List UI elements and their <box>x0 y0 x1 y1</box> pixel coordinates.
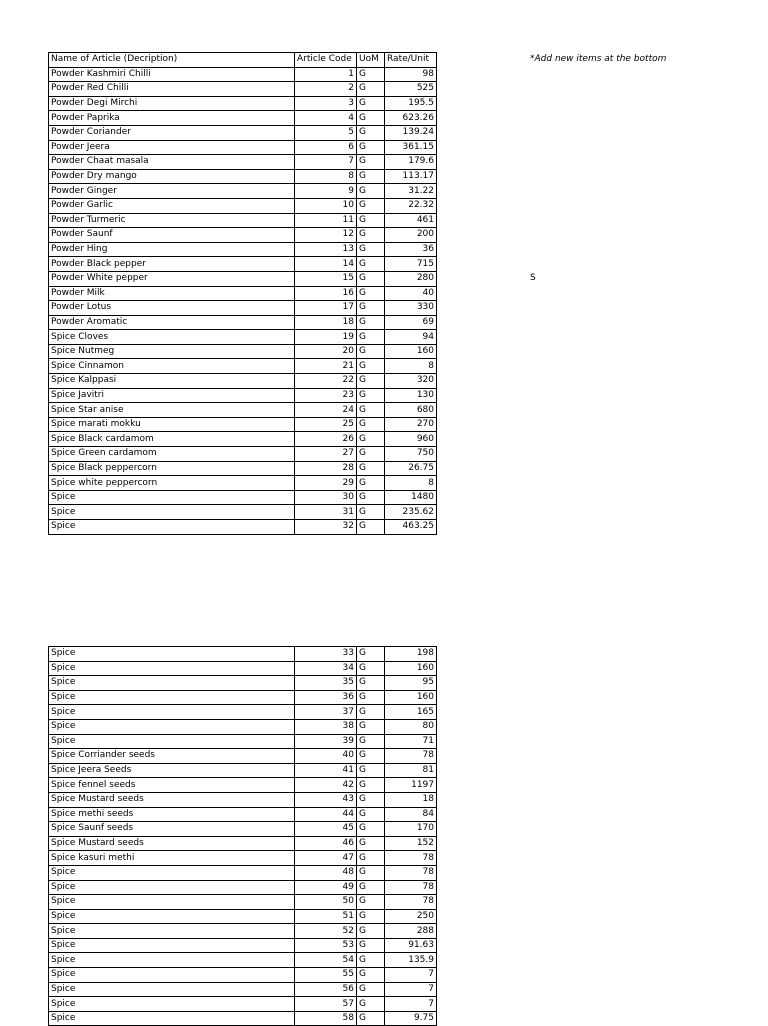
table-row <box>49 155 437 170</box>
table-row <box>49 909 437 924</box>
uom-cell: G <box>357 169 385 184</box>
uom-cell: G <box>357 807 385 822</box>
table-row <box>49 432 437 447</box>
rate-cell: 195.5 <box>385 96 437 111</box>
article-code-cell: 5 <box>295 125 357 140</box>
article-name-cell: Spice <box>49 938 295 953</box>
uom-cell: G <box>357 763 385 778</box>
article-code-cell: 12 <box>295 228 357 243</box>
add-items-note: *Add new items at the bottom <box>530 54 667 64</box>
article-code-cell: 47 <box>295 851 357 866</box>
table-row <box>49 374 437 389</box>
article-name-cell: Spice Cloves <box>49 330 295 345</box>
article-code-cell: 39 <box>295 734 357 749</box>
article-name-cell: Powder Hing <box>49 242 295 257</box>
uom-cell: G <box>357 953 385 968</box>
uom-cell: G <box>357 271 385 286</box>
header-row <box>49 53 437 68</box>
uom-cell: G <box>357 359 385 374</box>
article-code-cell: 51 <box>295 909 357 924</box>
header-code: Article Code <box>295 53 357 68</box>
article-name-cell: Spice white peppercorn <box>49 476 295 491</box>
uom-cell: G <box>357 836 385 851</box>
rate-cell: 31.22 <box>385 184 437 199</box>
rate-cell: 960 <box>385 432 437 447</box>
uom-cell: G <box>357 924 385 939</box>
table-row <box>49 315 437 330</box>
article-name-cell: Powder Kashmiri Chilli <box>49 67 295 82</box>
table-row <box>49 953 437 968</box>
uom-cell: G <box>357 895 385 910</box>
uom-cell: G <box>357 257 385 272</box>
article-name-cell: Powder Ginger <box>49 184 295 199</box>
article-code-cell: 33 <box>295 647 357 662</box>
rate-cell: 8 <box>385 476 437 491</box>
rate-cell: 623.26 <box>385 111 437 126</box>
rate-cell: 715 <box>385 257 437 272</box>
article-name-cell: Powder Saunf <box>49 228 295 243</box>
uom-cell: G <box>357 344 385 359</box>
rate-cell: 463.25 <box>385 520 437 535</box>
table-row <box>49 461 437 476</box>
uom-cell: G <box>357 997 385 1012</box>
table-row <box>49 807 437 822</box>
uom-cell: G <box>357 417 385 432</box>
uom-cell: G <box>357 155 385 170</box>
table-row <box>49 359 437 374</box>
table-row <box>49 257 437 272</box>
uom-cell: G <box>357 286 385 301</box>
rate-cell: 94 <box>385 330 437 345</box>
rate-cell: 160 <box>385 690 437 705</box>
article-name-cell: Spice <box>49 953 295 968</box>
article-code-cell: 18 <box>295 315 357 330</box>
rate-cell: 8 <box>385 359 437 374</box>
article-name-cell: Spice <box>49 490 295 505</box>
article-code-cell: 35 <box>295 676 357 691</box>
uom-cell: G <box>357 315 385 330</box>
table-row <box>49 763 437 778</box>
table-row <box>49 982 437 997</box>
uom-cell: G <box>357 822 385 837</box>
uom-cell: G <box>357 184 385 199</box>
table-row <box>49 140 437 155</box>
rate-cell: 361.15 <box>385 140 437 155</box>
rate-cell: 139.24 <box>385 125 437 140</box>
article-name-cell: Spice <box>49 520 295 535</box>
table-row <box>49 301 437 316</box>
rate-cell: 98 <box>385 67 437 82</box>
rate-cell: 680 <box>385 403 437 418</box>
uom-cell: G <box>357 96 385 111</box>
uom-cell: G <box>357 909 385 924</box>
article-code-cell: 42 <box>295 778 357 793</box>
uom-cell: G <box>357 374 385 389</box>
uom-cell: G <box>357 880 385 895</box>
article-code-cell: 56 <box>295 982 357 997</box>
article-name-cell: Powder Red Chilli <box>49 82 295 97</box>
article-code-cell: 34 <box>295 661 357 676</box>
rate-cell: 81 <box>385 763 437 778</box>
article-code-cell: 38 <box>295 719 357 734</box>
table-row <box>49 388 437 403</box>
table-row <box>49 647 437 662</box>
rate-cell: 165 <box>385 705 437 720</box>
stray-cell-text: S <box>530 273 536 283</box>
table-row <box>49 880 437 895</box>
table-row <box>49 125 437 140</box>
rate-cell: 170 <box>385 822 437 837</box>
article-code-cell: 21 <box>295 359 357 374</box>
uom-cell: G <box>357 778 385 793</box>
article-name-cell: Powder Aromatic <box>49 315 295 330</box>
table-row <box>49 213 437 228</box>
article-name-cell: Spice <box>49 880 295 895</box>
article-code-cell: 11 <box>295 213 357 228</box>
uom-cell: G <box>357 851 385 866</box>
article-name-cell: Spice <box>49 705 295 720</box>
article-code-cell: 25 <box>295 417 357 432</box>
article-code-cell: 45 <box>295 822 357 837</box>
rate-cell: 84 <box>385 807 437 822</box>
article-name-cell: Powder Jeera <box>49 140 295 155</box>
rate-cell: 78 <box>385 851 437 866</box>
article-code-cell: 29 <box>295 476 357 491</box>
rate-cell: 7 <box>385 968 437 983</box>
uom-cell: G <box>357 705 385 720</box>
uom-cell: G <box>357 647 385 662</box>
table-row <box>49 778 437 793</box>
article-name-cell: Powder Milk <box>49 286 295 301</box>
uom-cell: G <box>357 690 385 705</box>
article-code-cell: 52 <box>295 924 357 939</box>
article-table-1 <box>48 52 437 535</box>
uom-cell: G <box>357 301 385 316</box>
article-name-cell: Spice <box>49 997 295 1012</box>
article-code-cell: 50 <box>295 895 357 910</box>
article-code-cell: 4 <box>295 111 357 126</box>
table-row <box>49 417 437 432</box>
header-uom: UoM <box>357 53 385 68</box>
article-name-cell: Powder Dry mango <box>49 169 295 184</box>
rate-cell: 461 <box>385 213 437 228</box>
table-row <box>49 719 437 734</box>
rate-cell: 71 <box>385 734 437 749</box>
article-code-cell: 10 <box>295 198 357 213</box>
article-table-2 <box>48 646 437 1026</box>
article-name-cell: Powder Degi Mirchi <box>49 96 295 111</box>
article-name-cell: Spice <box>49 909 295 924</box>
table-row <box>49 184 437 199</box>
article-name-cell: Spice Nutmeg <box>49 344 295 359</box>
uom-cell: G <box>357 676 385 691</box>
uom-cell: G <box>357 490 385 505</box>
article-code-cell: 43 <box>295 792 357 807</box>
uom-cell: G <box>357 228 385 243</box>
article-code-cell: 19 <box>295 330 357 345</box>
article-code-cell: 36 <box>295 690 357 705</box>
rate-cell: 160 <box>385 661 437 676</box>
rate-cell: 36 <box>385 242 437 257</box>
header-name: Name of Article (Decription) <box>49 53 295 68</box>
table-row <box>49 505 437 520</box>
uom-cell: G <box>357 432 385 447</box>
article-code-cell: 31 <box>295 505 357 520</box>
rate-cell: 179.6 <box>385 155 437 170</box>
table-row <box>49 96 437 111</box>
article-name-cell: Spice Jeera Seeds <box>49 763 295 778</box>
article-name-cell: Spice Mustard seeds <box>49 792 295 807</box>
rate-cell: 78 <box>385 895 437 910</box>
article-code-cell: 46 <box>295 836 357 851</box>
rate-cell: 198 <box>385 647 437 662</box>
uom-cell: G <box>357 968 385 983</box>
table-row <box>49 734 437 749</box>
rate-cell: 280 <box>385 271 437 286</box>
article-name-cell: Spice Javitri <box>49 388 295 403</box>
rate-cell: 18 <box>385 792 437 807</box>
table-row <box>49 938 437 953</box>
article-code-cell: 55 <box>295 968 357 983</box>
rate-cell: 525 <box>385 82 437 97</box>
rate-cell: 330 <box>385 301 437 316</box>
article-name-cell: Spice <box>49 865 295 880</box>
article-code-cell: 17 <box>295 301 357 316</box>
rate-cell: 1480 <box>385 490 437 505</box>
article-name-cell: Spice <box>49 647 295 662</box>
article-name-cell: Spice <box>49 719 295 734</box>
article-name-cell: Powder Chaat masala <box>49 155 295 170</box>
table-row <box>49 968 437 983</box>
article-name-cell: Spice <box>49 676 295 691</box>
article-code-cell: 1 <box>295 67 357 82</box>
article-code-cell: 27 <box>295 447 357 462</box>
uom-cell: G <box>357 67 385 82</box>
rate-cell: 80 <box>385 719 437 734</box>
table-row <box>49 330 437 345</box>
rate-cell: 235.62 <box>385 505 437 520</box>
article-name-cell: Powder Black pepper <box>49 257 295 272</box>
uom-cell: G <box>357 447 385 462</box>
table-row <box>49 520 437 535</box>
article-name-cell: Spice Black cardamom <box>49 432 295 447</box>
article-name-cell: Spice Black peppercorn <box>49 461 295 476</box>
rate-cell: 69 <box>385 315 437 330</box>
article-code-cell: 16 <box>295 286 357 301</box>
rate-cell: 7 <box>385 997 437 1012</box>
article-name-cell: Spice Corriander seeds <box>49 749 295 764</box>
uom-cell: G <box>357 140 385 155</box>
rate-cell: 270 <box>385 417 437 432</box>
article-code-cell: 40 <box>295 749 357 764</box>
rate-cell: 130 <box>385 388 437 403</box>
article-name-cell: Powder Garlic <box>49 198 295 213</box>
header-rate: Rate/Unit <box>385 53 437 68</box>
table-row <box>49 490 437 505</box>
article-code-cell: 8 <box>295 169 357 184</box>
article-name-cell: Spice <box>49 1011 295 1026</box>
table-row <box>49 705 437 720</box>
rate-cell: 26.75 <box>385 461 437 476</box>
uom-cell: G <box>357 734 385 749</box>
rate-cell: 200 <box>385 228 437 243</box>
uom-cell: G <box>357 749 385 764</box>
article-code-cell: 37 <box>295 705 357 720</box>
table-row <box>49 997 437 1012</box>
article-name-cell: Spice kasuri methi <box>49 851 295 866</box>
article-name-cell: Spice <box>49 734 295 749</box>
uom-cell: G <box>357 792 385 807</box>
article-code-cell: 48 <box>295 865 357 880</box>
uom-cell: G <box>357 388 385 403</box>
uom-cell: G <box>357 520 385 535</box>
article-code-cell: 30 <box>295 490 357 505</box>
article-code-cell: 23 <box>295 388 357 403</box>
article-code-cell: 20 <box>295 344 357 359</box>
uom-cell: G <box>357 661 385 676</box>
article-code-cell: 14 <box>295 257 357 272</box>
uom-cell: G <box>357 476 385 491</box>
article-name-cell: Spice Saunf seeds <box>49 822 295 837</box>
article-name-cell: Spice <box>49 690 295 705</box>
table-row <box>49 198 437 213</box>
uom-cell: G <box>357 403 385 418</box>
table-row <box>49 792 437 807</box>
article-name-cell: Spice <box>49 968 295 983</box>
uom-cell: G <box>357 938 385 953</box>
rate-cell: 7 <box>385 982 437 997</box>
table-row <box>49 403 437 418</box>
table-row <box>49 67 437 82</box>
table-row <box>49 836 437 851</box>
uom-cell: G <box>357 1011 385 1026</box>
table-row <box>49 82 437 97</box>
rate-cell: 113.17 <box>385 169 437 184</box>
article-code-cell: 9 <box>295 184 357 199</box>
table-row <box>49 895 437 910</box>
article-code-cell: 13 <box>295 242 357 257</box>
uom-cell: G <box>357 505 385 520</box>
table-row <box>49 242 437 257</box>
rate-cell: 40 <box>385 286 437 301</box>
rate-cell: 9.75 <box>385 1011 437 1026</box>
uom-cell: G <box>357 865 385 880</box>
article-code-cell: 26 <box>295 432 357 447</box>
article-name-cell: Powder White pepper <box>49 271 295 286</box>
rate-cell: 135.9 <box>385 953 437 968</box>
article-code-cell: 53 <box>295 938 357 953</box>
article-code-cell: 41 <box>295 763 357 778</box>
article-name-cell: Powder Paprika <box>49 111 295 126</box>
table-row <box>49 661 437 676</box>
table-row <box>49 924 437 939</box>
article-name-cell: Spice Cinnamon <box>49 359 295 374</box>
article-name-cell: Spice Star anise <box>49 403 295 418</box>
rate-cell: 78 <box>385 865 437 880</box>
uom-cell: G <box>357 242 385 257</box>
article-code-cell: 22 <box>295 374 357 389</box>
article-name-cell: Spice Mustard seeds <box>49 836 295 851</box>
rate-cell: 1197 <box>385 778 437 793</box>
uom-cell: G <box>357 82 385 97</box>
article-name-cell: Spice <box>49 661 295 676</box>
table-row <box>49 344 437 359</box>
article-code-cell: 28 <box>295 461 357 476</box>
article-code-cell: 24 <box>295 403 357 418</box>
uom-cell: G <box>357 982 385 997</box>
table-row <box>49 749 437 764</box>
table-row <box>49 690 437 705</box>
rate-cell: 22.32 <box>385 198 437 213</box>
article-name-cell: Spice fennel seeds <box>49 778 295 793</box>
article-name-cell: Spice <box>49 505 295 520</box>
article-name-cell: Spice methi seeds <box>49 807 295 822</box>
article-name-cell: Powder Coriander <box>49 125 295 140</box>
table-row <box>49 822 437 837</box>
rate-cell: 320 <box>385 374 437 389</box>
article-code-cell: 54 <box>295 953 357 968</box>
article-code-cell: 7 <box>295 155 357 170</box>
rate-cell: 160 <box>385 344 437 359</box>
table-row <box>49 286 437 301</box>
uom-cell: G <box>357 125 385 140</box>
article-code-cell: 15 <box>295 271 357 286</box>
article-code-cell: 49 <box>295 880 357 895</box>
uom-cell: G <box>357 198 385 213</box>
table-row <box>49 865 437 880</box>
table-row <box>49 169 437 184</box>
table-row <box>49 447 437 462</box>
article-name-cell: Spice <box>49 982 295 997</box>
rate-cell: 78 <box>385 749 437 764</box>
uom-cell: G <box>357 213 385 228</box>
article-name-cell: Spice marati mokku <box>49 417 295 432</box>
table-row <box>49 676 437 691</box>
article-code-cell: 3 <box>295 96 357 111</box>
article-code-cell: 58 <box>295 1011 357 1026</box>
article-code-cell: 6 <box>295 140 357 155</box>
rate-cell: 152 <box>385 836 437 851</box>
article-name-cell: Powder Lotus <box>49 301 295 316</box>
rate-cell: 78 <box>385 880 437 895</box>
uom-cell: G <box>357 461 385 476</box>
rate-cell: 91.63 <box>385 938 437 953</box>
rate-cell: 95 <box>385 676 437 691</box>
table-row <box>49 228 437 243</box>
table-row <box>49 111 437 126</box>
uom-cell: G <box>357 330 385 345</box>
rate-cell: 288 <box>385 924 437 939</box>
article-code-cell: 44 <box>295 807 357 822</box>
article-name-cell: Spice Kalppasi <box>49 374 295 389</box>
rate-cell: 250 <box>385 909 437 924</box>
rate-cell: 750 <box>385 447 437 462</box>
table-row <box>49 476 437 491</box>
table-row <box>49 851 437 866</box>
uom-cell: G <box>357 111 385 126</box>
article-code-cell: 32 <box>295 520 357 535</box>
table-row <box>49 271 437 286</box>
article-name-cell: Spice Green cardamom <box>49 447 295 462</box>
article-code-cell: 2 <box>295 82 357 97</box>
article-name-cell: Powder Turmeric <box>49 213 295 228</box>
article-code-cell: 57 <box>295 997 357 1012</box>
uom-cell: G <box>357 719 385 734</box>
article-name-cell: Spice <box>49 924 295 939</box>
article-name-cell: Spice <box>49 895 295 910</box>
